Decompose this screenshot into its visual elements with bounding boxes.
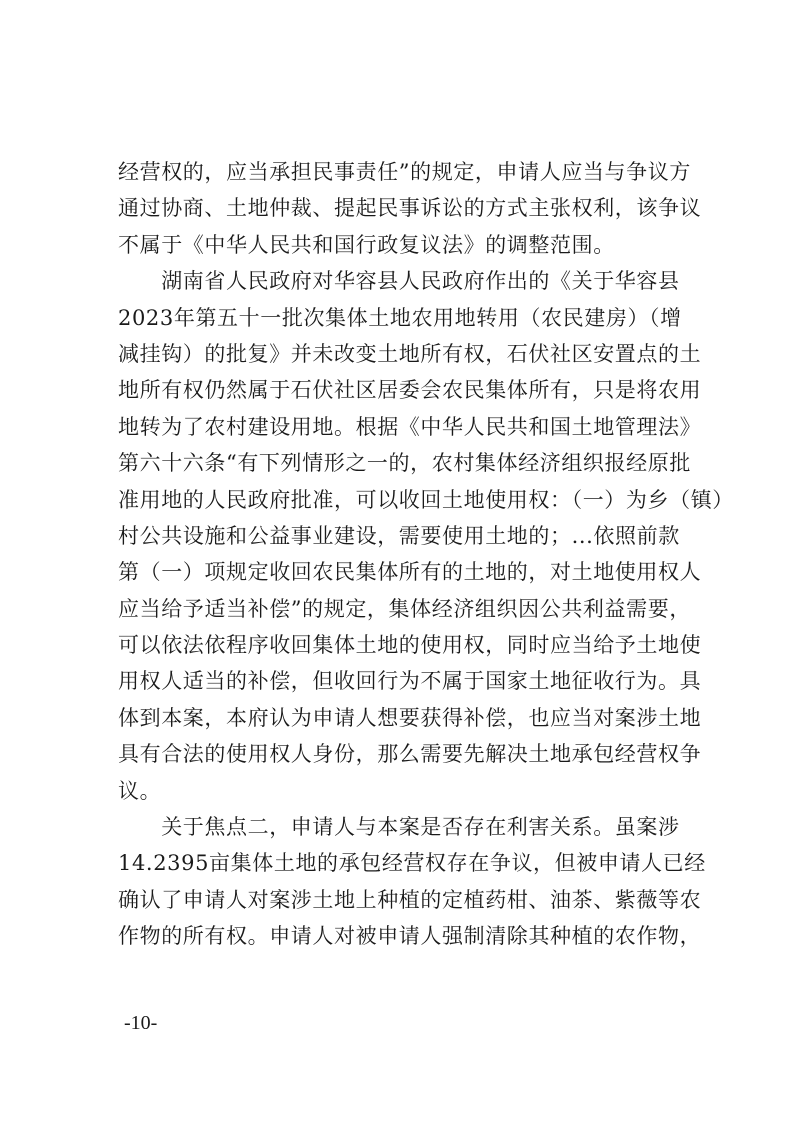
text-line: 准用地的人民政府批准，可以收回土地使用权：（一）为乡（镇） [118,487,734,512]
text-line: 通过协商、土地仲裁、提起民事诉讼的方式主张权利，该争议 [118,196,702,221]
text-line: 关于焦点二，申请人与本案是否存在利害关系。虽案涉 [118,815,680,840]
text-line: 地转为了农村建设用地。根据《中华人民共和国土地管理法》 [118,414,702,439]
text-line: 第六十六条“有下列情形之一的，农村集体经济组织报经原批 [118,451,691,476]
text-line: 第（一）项规定收回农民集体所有的土地的，对土地使用权人 [118,560,702,585]
text-line: 湖南省人民政府对华容县人民政府作出的《关于华容县 [118,269,680,294]
text-line: 地所有权仍然属于石伏社区居委会农民集体所有，只是将农用 [118,378,702,403]
text-line: 具有合法的使用权人身份，那么需要先解决土地承包经营权争 [118,742,702,767]
text-line: 体到本案，本府认为申请人想要获得补偿，也应当对案涉土地 [118,705,702,730]
text-line: 作物的所有权。申请人对被申请人强制清除其种植的农作物， [118,924,702,949]
text-line: 可以依法依程序收回集体土地的使用权，同时应当给予土地使 [118,633,702,658]
text-line: 减挂钩）的批复》并未改变土地所有权，石伏社区安置点的土 [118,341,702,366]
text-line: 经营权的，应当承担民事责任”的规定，申请人应当与争议方 [118,160,691,184]
text-line: 议。 [118,778,162,803]
text-line: 不属于《中华人民共和国行政复议法》的调整范围。 [118,232,615,257]
text-line: 确认了申请人对案涉土地上种植的定植药柑、油茶、紫薇等农 [118,887,702,912]
text-line: 14.2395亩集体土地的承包经营权存在争议，但被申请人已经 [118,851,706,876]
text-line: 2023年第五十一批次集体土地农用地转用（农民建房）（增 [118,305,682,330]
text-line: 应当给予适当补偿”的规定，集体经济组织因公共利益需要， [118,596,691,621]
page-number: -10- [124,1012,158,1034]
text-line: 用权人适当的补偿，但收回行为不属于国家土地征收行为。具 [118,669,702,694]
document-body [118,154,734,955]
text-line: 村公共设施和公益事业建设，需要使用土地的；...依照前款 [118,523,680,548]
